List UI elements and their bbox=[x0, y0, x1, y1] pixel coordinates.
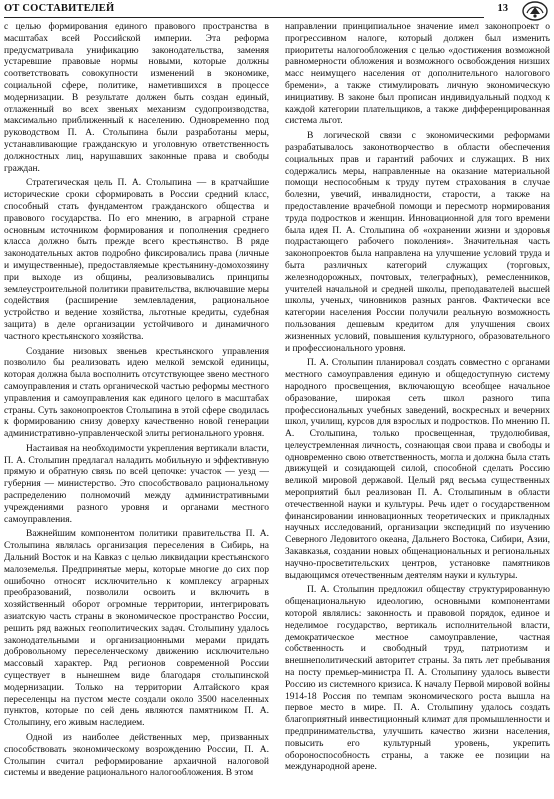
paragraph: Создание низовых звеньев крестьянского управления позволило бы реализовать идею мелкой земской единицы, которая должна была восполнить отсутствующее звено местного самоуправления и стать органической частью реформы местного управления и самоуправления как единого целого в масштабах страны. Суть законопроектов Столыпина в этой сфере сводилась к формированию снизу доверху качественно новой генерации административно-управленческой элиты регионального уровня. bbox=[4, 346, 269, 440]
running-header bbox=[4, 2, 550, 19]
left-column bbox=[4, 22, 269, 796]
text-columns bbox=[4, 22, 550, 796]
section-title: ОТ СОСТАВИТЕЛЕЙ bbox=[4, 3, 115, 14]
publisher-logo-icon bbox=[522, 1, 548, 21]
paragraph: Настаивая на необходимости укрепления вертикали власти, П. А. Столыпин предлагал наладить мобильную и эффективную прямую и обратную связь по всей цепочке: участок — уезд — губерния — министерство. Это способствовало рациональному распределению полномочий между административными учреждениями разного уровня и органами местного самоуправления. bbox=[4, 443, 269, 525]
paragraph: Важнейшим компонентом политики правительства П. А. Столыпина являлась организация переселения в Сибирь, на Дальний Восток и на Кавказ с целью ликвидации крестьянского малоземелья. Предпринятые меры, которые многие до сих пор ошибочно относят исключительно к комплексу аграрных преобразований, позволили освоить и включить в хозяйственный оборот огромные территории, интегрировать азиатскую часть страны в экономическое пространство России, решить ряд важных геополитических задач. Столыпину удалось законодательными и организационными мерами придать добровольному переселенческому движению исключительно массовый характер. Ряд регионов современной России существует в нынешнем виде благодаря столыпинской модернизации. Только на территории Алтайского края переселенцы на пустом месте создали около 3500 населенных пунктов, которые по сей день являются памятником П. А. Столыпину, его живым наследием. bbox=[4, 529, 269, 729]
paragraph: с целью формирования единого правового пространства в масштабах всей Российской империи. Эта реформа предусматривала унификацию законодательства, заменяя устаревшие правовые нормы новыми, которые должны соответствовать совокупности изменений в экономике, социальной сфере, политике, наметившихся в процессе модернизации. В результате должен быть создан единый, отлаженный во всех звеньях механизм судопроизводства, максимально приближенный к населению. Одновременно под руководством П. А. Столыпина были разработаны меры, устанавливающие гражданскую и уголовную ответственность должностных лиц, нарушавших законные права и свободы граждан. bbox=[4, 22, 269, 174]
paragraph: направлении принципиальное значение имел законопроект о прогрессивном налоге, который должен был изменить приоритеты налогообложения с целью «достижения возможной равномерности обложения и возможного освобождения низших масс неимущего населения от дополнительного налогового бремени», а также стимулировать личную экономическую инициативу. В законе был прописан индивидуальный подход к каждой категории плательщиков, а также дифференцированная система льгот. bbox=[285, 22, 550, 127]
paragraph: В логической связи с экономическими реформами разрабатывалось законотворчество в области обеспечения социальных прав и гарантий рабочих и служащих. В них содержались меры, направленные на оказание материальной помощи неспособным к труду путем страхования в случае болезни, увечий, инвалидности, старости, а также на предоставление врачебной помощи и пересмотр нормирования труда подростков и женщин. Инновационной для того времени была идея П. А. Столыпина об «охранении жизни и здоровья подрастающего рабочего поколения». Значительная часть законопроектов была направлена на улучшение условий труда и быта различных категорий служащих (торговых, железнодорожных, почтовых, телеграфных), ремесленников, учителей начальной и средней школы, преподавателей высшей школы, ученых, чиновников разных рангов. Фактически все категории населения России получили реальную возможность пользования дешевым кредитом для улучшения своих жизненных условий, повышения культурного, образовательного и профессионального уровня. bbox=[285, 131, 550, 354]
paragraph: П. А. Столыпин планировал создать совместно с органами местного самоуправления единую и общедоступную систему народного просвещения, включающую всеобщее начальное образование, широкая сеть школ разного типа профессиональных учебных заведений, воскресных и вечерних школ, училищ, курсов для взрослых и подростков. По мнению П. А. Столыпина, только просвещенная, трудолюбивая, целеустремленная личность, сознающая свои права и свободы и одновременно свою ответственность, могла и должна была стать движущей и созидающей силой, способной сделать Россию великой мировой державой. Целый ряд весьма существенных мероприятий был реализован П. А. Столыпиным в области отечественной науки и культуры. Речь идет о государственном финансировании инновационных теоретических и прикладных научных исследований, организации экспедиций по изучению Северного Ледовитого океана, Дальнего Востока, Сибири, Азии, Закавказья, создании новых общенациональных и региональных научно-просветительских центров, установке памятников выдающимся отечественным деятелям науки и культуры. bbox=[285, 358, 550, 581]
paragraph: Стратегическая цель П. А. Столыпина — в кратчайшие исторические сроки сформировать в России средний класс, способный стать фундаментом гражданского общества и правового государства. По его мнению, в аграрной стране основным источником формирования и пополнения среднего класса должно быть прежде всего крестьянство. В ряде законодательных актов подробно фиксировались права (личные и имущественные), предоставляемые крестьянину-домохозяину при выходе из общины, реализовывались принципы землеустроительной политики правительства, включавшие меры содействия (расширение землевладения, рациональное устройство и ведение хозяйства, льготные кредиты, судебная защита) в деле организации устойчивого и динамичного частного крестьянского хозяйства. bbox=[4, 178, 269, 342]
header-rule bbox=[4, 17, 484, 18]
page-number: 13 bbox=[497, 3, 508, 14]
paragraph: Одной из наиболее действенных мер, призванных способствовать экономическому возрождению России, П. А. Столыпин считал реформирование архаичной налоговой системы и введение рационального налогообложения. В этом bbox=[4, 733, 269, 779]
right-column bbox=[285, 22, 550, 796]
paragraph: П. А. Столыпин предложил обществу структурированную общенациональную идеологию, основными компонентами которой являлись: законность и правовой порядок, единое и неделимое государство, вертикаль исполнительной власти, демократическое местное самоуправление, частная собственность и свободный труд, патриотизм и внешнеполитический авторитет страны. За пять лет пребывания на посту премьер-министра П. А. Столыпину удалось вывести Россию из системного кризиса. К началу Первой мировой войны 1914-18 Россия по темпам экономического роста вышла на первое место в мире. П. А. Столыпину удалось создать благоприятный инвестиционный климат для промышленности и предпринимательства, улучшить качество жизни населения, повысить его культурный уровень, укрепить обороноспособность страны, а также ее позиции на международной арене. bbox=[285, 585, 550, 773]
